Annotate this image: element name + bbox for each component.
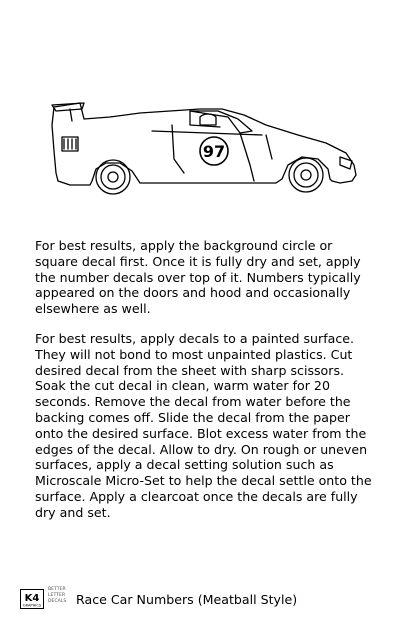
- race-car-icon: [40, 95, 370, 200]
- race-car-illustration: [40, 95, 370, 200]
- logo-sub: GRAPHICS: [22, 603, 42, 608]
- car-number-text: 97: [202, 142, 226, 161]
- logo-tagline: [48, 587, 66, 605]
- k4-logo-icon: [20, 589, 44, 609]
- instruction-paragraph-1: For best results, apply the background circle or square decal first. Once it is fully dry and set, apply the number decals over top of it. Numbers typically appeared on the doors and hood and occasionally elsewhere as well.: [35, 238, 361, 317]
- footer: [20, 586, 380, 614]
- logo-mark: K4: [24, 593, 40, 604]
- instruction-paragraph-2: For best results, apply decals to a painted surface. They will not bond to most unpainted plastics. Cut desired decal from the sheet with sharp scissors. Soak the cut decal in clean, warm water for 20 seconds. Remove the decal from water before the backing comes off. Slide the decal from the paper onto the desired surface. Blot excess water from the edges of the decal. Allow to dry. On rough or uneven surfaces, apply a decal setting solution such as Microscale Micro-Set to help the decal settle onto the surface. Apply a clearcoat once the decals are fully dry and set.: [35, 331, 372, 520]
- sheet-title: Race Car Numbers (Meatball Style): [76, 592, 298, 607]
- logo-line: BETTER: [48, 587, 66, 592]
- logo-line: DECALS: [48, 599, 67, 604]
- logo-line: LETTER: [48, 593, 66, 598]
